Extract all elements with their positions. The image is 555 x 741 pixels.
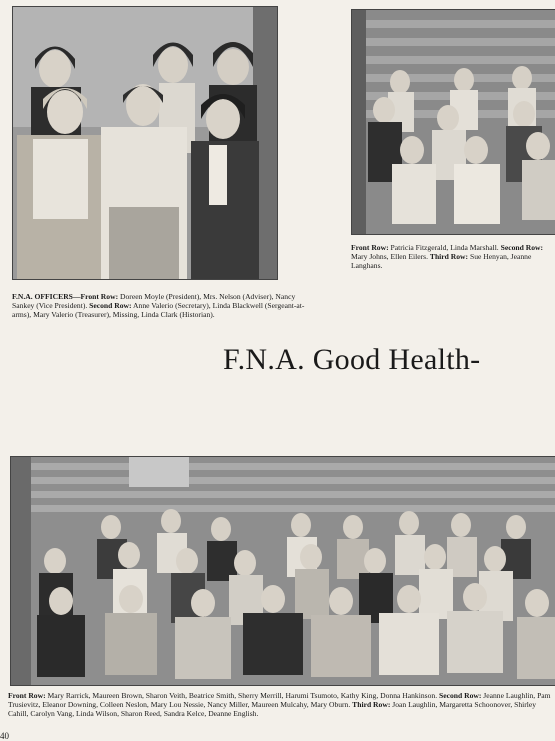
large-group-third-row: Joan Laughlin, Margaretta Schoonover, Shirley Cahill, Carolyn Vang, Linda Wilson, Sharon Reed, Sandra Kelce, Deanne English.: [8, 700, 537, 719]
small-group-front-row: Patricia Fitzgerald, Linda Marshall.: [388, 243, 499, 252]
page-number: 40: [0, 731, 9, 741]
large-group-second-row: Jeanne Laughlin, Pam Trusievitz, Eleanor Downing, Colleen Neslon, Mary Lou Nessie, Nancy Miller, Maureen Mulcahy, Mary Oburn.: [8, 691, 551, 710]
large-group-front-row-label: Front Row:: [8, 691, 46, 700]
officers-caption-second-row-label: Second Row:: [89, 301, 132, 311]
small-group-caption: [351, 243, 555, 271]
officers-caption: [12, 292, 312, 320]
officers-caption-front-row: Doreen Moyle (President), Mrs. Nelson (Adviser), Nancy Sankey (Vice President).: [12, 292, 296, 311]
large-group-front-row: Mary Rarrick, Maureen Brown, Sharon Veith, Beatrice Smith, Sherry Merrill, Harumi Tsumoto, Kathy King, Donna Hankinson.: [45, 691, 438, 700]
small-group-photo: [351, 9, 555, 235]
large-group-second-row-label: Second Row:: [439, 691, 482, 700]
page-heading: F.N.A. Good Health-: [223, 343, 481, 376]
small-group-photo-image: [352, 10, 555, 234]
large-group-caption: [8, 691, 553, 719]
small-group-third-row: Sue Henyan, Jeanne Langhans.: [351, 252, 532, 271]
small-group-third-row-label: Third Row:: [429, 252, 469, 262]
large-group-photo-image: [11, 457, 555, 685]
large-group-third-row-label: Third Row:: [352, 700, 391, 710]
officers-caption-second-row: Anne Valerio (Secretary), Linda Blackwell (Sergeant-at-arms), Mary Valerio (Treasurer), Missing, Linda Clark (Historian).: [12, 301, 305, 320]
large-group-photo: [10, 456, 555, 686]
officers-photo: [12, 6, 278, 280]
small-group-second-row-label: Second Row:: [500, 243, 544, 252]
small-group-front-row-label: Front Row:: [351, 243, 389, 252]
small-group-second-row: Mary Johns, Ellen Eilers.: [351, 252, 428, 262]
officers-caption-label: F.N.A. OFFICERS—Front Row:: [12, 292, 119, 301]
officers-photo-image: [13, 7, 277, 279]
